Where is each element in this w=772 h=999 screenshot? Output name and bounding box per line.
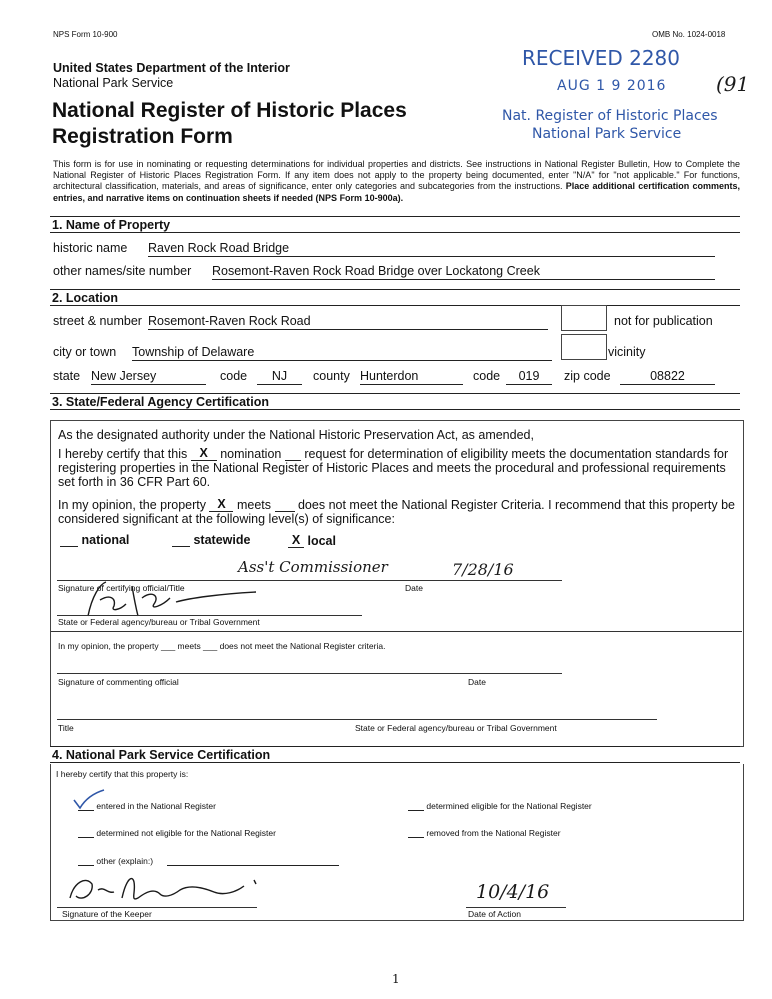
state-field[interactable]: New Jersey bbox=[91, 369, 206, 385]
option-eligible bbox=[408, 801, 592, 811]
statewide-blank[interactable] bbox=[172, 546, 190, 547]
level-national bbox=[60, 533, 129, 547]
stamp-org-line2: National Park Service bbox=[532, 126, 682, 142]
nomination-mark[interactable]: X bbox=[191, 446, 217, 461]
action-date-label: Date of Action bbox=[468, 909, 521, 919]
service: National Park Service bbox=[53, 76, 174, 90]
option-other-label: other (explain:) bbox=[96, 856, 154, 866]
certify-mid: nomination bbox=[220, 447, 282, 461]
not-for-publication-checkbox[interactable] bbox=[561, 305, 607, 331]
form-title-line1: National Register of Historic Places bbox=[52, 99, 407, 122]
not-eligible-blank[interactable] bbox=[78, 837, 94, 838]
keeper-label: Signature of the Keeper bbox=[62, 909, 152, 919]
not-for-publication-label: not for publication bbox=[614, 314, 713, 328]
entered-blank[interactable] bbox=[78, 810, 94, 811]
other-names-field[interactable]: Rosemont-Raven Rock Road Bridge over Lockatong Creek bbox=[212, 264, 715, 280]
signature-label: Signature of certifying official/Title bbox=[58, 583, 185, 593]
county-code-label: code bbox=[473, 369, 501, 383]
zip-label: zip code bbox=[564, 369, 611, 383]
received-stamp: RECEIVED 2280 bbox=[522, 46, 681, 70]
removed-blank[interactable] bbox=[408, 837, 424, 838]
certify-pre: I hereby certify that this bbox=[58, 447, 188, 461]
department: United States Department of the Interior bbox=[53, 61, 290, 75]
street-field[interactable]: Rosemont-Raven Rock Road bbox=[148, 314, 548, 330]
option-removed-label: removed from the National Register bbox=[426, 828, 561, 838]
handwritten-action-date: 10/4/16 bbox=[476, 881, 550, 903]
section2-heading: 2. Location bbox=[50, 289, 740, 306]
option-not-eligible bbox=[78, 828, 276, 838]
action-date-line bbox=[466, 907, 566, 908]
street-label: street & number bbox=[53, 314, 142, 328]
intro-paragraph bbox=[53, 159, 740, 204]
vicinity-checkbox[interactable] bbox=[561, 334, 607, 360]
level-local-label: local bbox=[307, 534, 336, 548]
commenting-label: Signature of commenting official bbox=[58, 677, 179, 687]
state-code-field[interactable]: NJ bbox=[257, 369, 302, 385]
agency-label: State or Federal agency/bureau or Tribal Government bbox=[58, 617, 260, 627]
option-eligible-label: determined eligible for the National Register bbox=[426, 801, 592, 811]
commenting-line bbox=[57, 673, 562, 674]
opinion-post: does not meet the National Register Criteria. I recommend that this property be considered significant at the following level(s) of significance: bbox=[58, 498, 736, 526]
omb-number: OMB No. 1024-0018 bbox=[652, 30, 726, 39]
opinion-pre: In my opinion, the property bbox=[58, 498, 206, 512]
date-label: Date bbox=[405, 583, 423, 593]
handwritten-date: 7/28/16 bbox=[452, 560, 514, 579]
opinion-paragraph bbox=[58, 497, 740, 526]
nomination-paragraph bbox=[58, 446, 730, 489]
national-blank[interactable] bbox=[60, 546, 78, 547]
option-entered bbox=[78, 801, 216, 811]
level-statewide-label: statewide bbox=[193, 533, 251, 547]
commenting-date-label: Date bbox=[468, 677, 486, 687]
eligible-blank[interactable] bbox=[408, 810, 424, 811]
option-not-eligible-label: determined not eligible for the National Register bbox=[96, 828, 276, 838]
state-code-label: code bbox=[220, 369, 248, 383]
county-code-field[interactable]: 019 bbox=[506, 369, 552, 385]
level-statewide bbox=[172, 533, 250, 547]
option-entered-label: entered in the National Register bbox=[96, 801, 216, 811]
other-explain-field[interactable] bbox=[167, 865, 339, 866]
intro-text: This form is for use in nominating or requesting determinations for individual properties and districts. See instructions in National Register Bulletin, How to Complete the National Register of Historic Places Registration Form. If any item does not apply to the property being documented, enter "N/A" for "not applicable." For functions, architectural classification, materials, and areas of significance, enter only categories and subcategories from the instructions. bbox=[53, 159, 740, 192]
certify-post: request for determination of eligibility meets the documentation standards for registering properties in the National Register of Historic Places and meets the procedural and professional requirements set forth in 36 CFR Part 60. bbox=[58, 447, 729, 489]
zip-field[interactable]: 08822 bbox=[620, 369, 715, 385]
meets-mark[interactable]: X bbox=[209, 497, 233, 512]
authority-text: As the designated authority under the National Historic Preservation Act, as amended, bbox=[58, 428, 534, 442]
state-label: state bbox=[53, 369, 81, 383]
title-label: Title bbox=[58, 723, 74, 733]
received-date-stamp: AUG 1 9 2016 bbox=[557, 78, 667, 94]
county-field[interactable]: Hunterdon bbox=[360, 369, 463, 385]
level-local bbox=[288, 533, 336, 548]
keeper-line bbox=[57, 907, 257, 908]
opinion-mid: meets bbox=[236, 498, 272, 512]
intro-bold-text: Place additional certification comments, entries, and narrative items on continuation sheets if needed (NPS Form 10-900a). bbox=[53, 181, 740, 203]
title-agency-label: State or Federal agency/bureau or Tribal Government bbox=[355, 723, 557, 733]
comment-opinion: In my opinion, the property ___ meets ___ does not meet the National Register criteria. bbox=[58, 641, 386, 651]
historic-name-label: historic name bbox=[53, 241, 128, 255]
comment-divider bbox=[51, 631, 742, 632]
title-line bbox=[57, 719, 657, 720]
handwritten-title: Ass't Commissioner bbox=[238, 558, 388, 576]
nps-certify-text: I hereby certify that this property is: bbox=[56, 769, 189, 779]
vicinity-label: vicinity bbox=[608, 345, 646, 359]
other-blank[interactable] bbox=[78, 865, 94, 866]
page-number: 1 bbox=[392, 972, 400, 986]
section3-heading: 3. State/Federal Agency Certification bbox=[50, 393, 740, 410]
section1-heading: 1. Name of Property bbox=[50, 216, 740, 233]
handwritten-number: (91 bbox=[716, 72, 750, 96]
agency-line bbox=[57, 615, 362, 616]
historic-name-field[interactable]: Raven Rock Road Bridge bbox=[148, 241, 715, 257]
section4-heading: 4. National Park Service Certification bbox=[50, 746, 740, 763]
county-label: county bbox=[313, 369, 350, 383]
city-field[interactable]: Township of Delaware bbox=[132, 345, 552, 361]
other-names-label: other names/site number bbox=[53, 264, 192, 278]
option-other bbox=[78, 856, 339, 866]
local-mark[interactable]: X bbox=[288, 533, 304, 548]
keeper-signature bbox=[64, 868, 284, 912]
signature-line bbox=[57, 580, 562, 581]
form-number: NPS Form 10-900 bbox=[53, 30, 118, 39]
option-removed bbox=[408, 828, 561, 838]
stamp-org-line1: Nat. Register of Historic Places bbox=[502, 108, 718, 124]
level-national-label: national bbox=[81, 533, 130, 547]
city-label: city or town bbox=[53, 345, 117, 359]
form-title-line2: Registration Form bbox=[52, 125, 233, 148]
